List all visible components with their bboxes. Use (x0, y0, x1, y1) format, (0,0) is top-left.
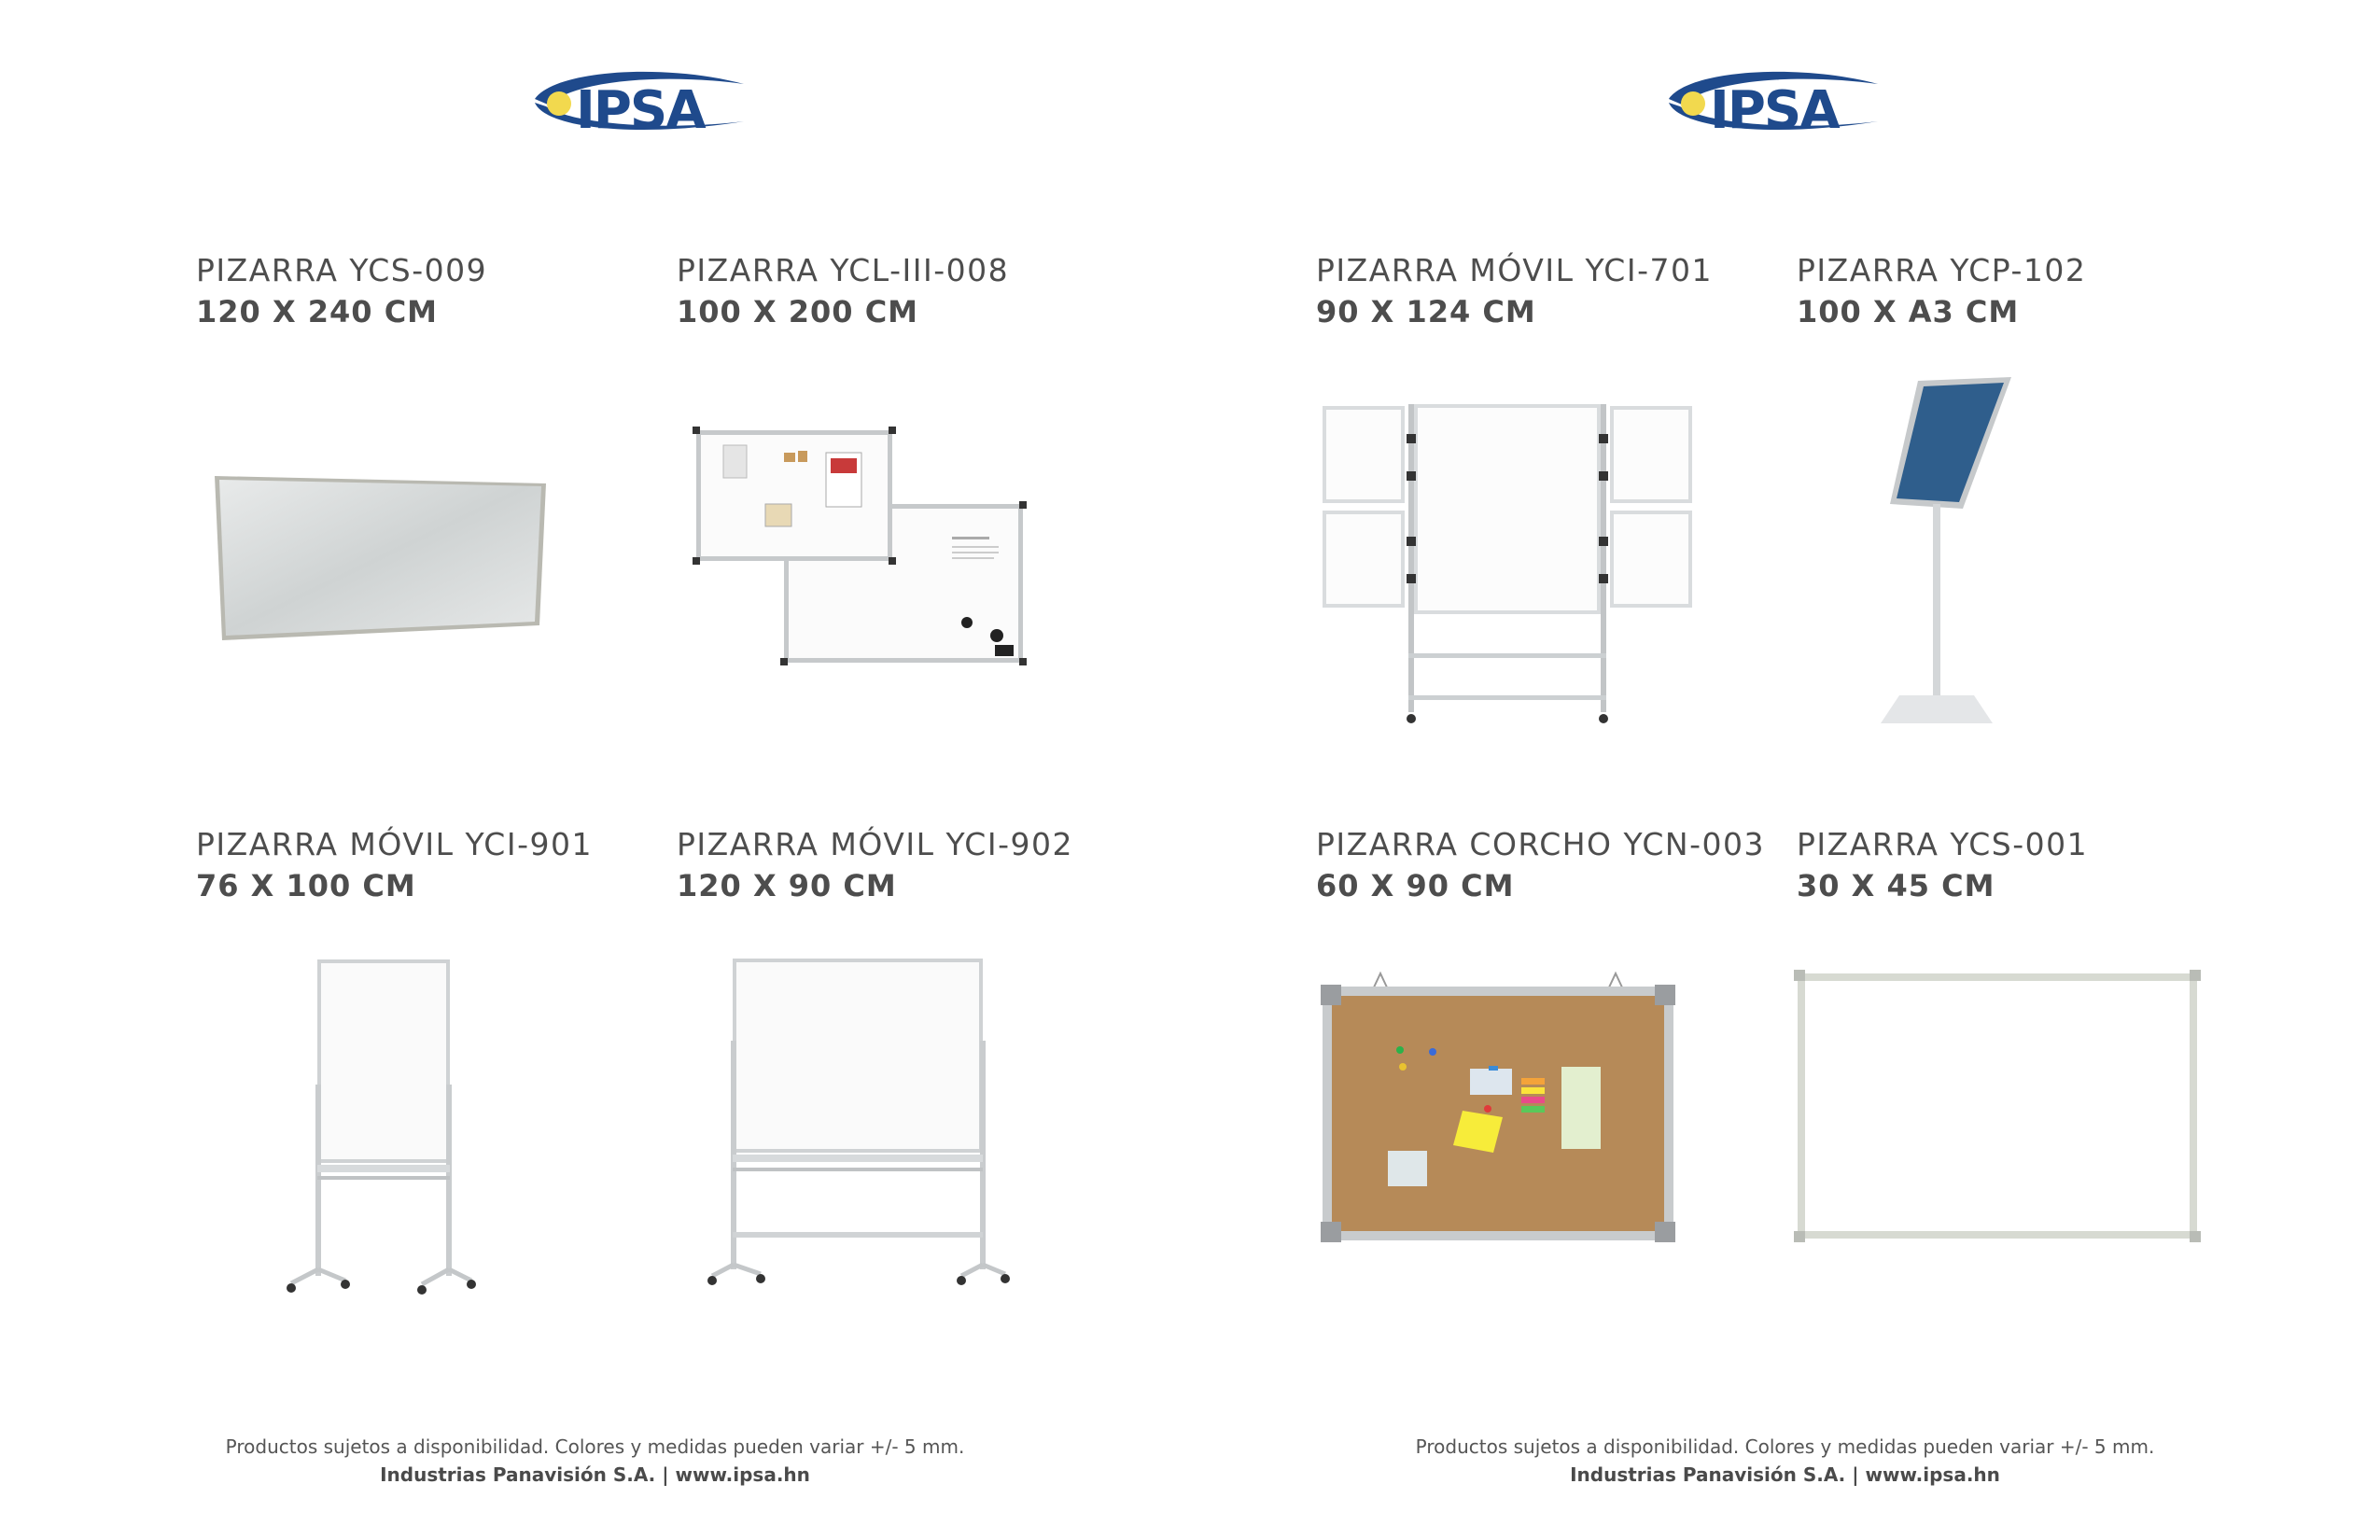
product-yci-901 (196, 824, 663, 906)
footer-company: Industrias Panavisión S.A. | www.ipsa.hn (1570, 1463, 2000, 1486)
mobile-whiteboard-wide-image (705, 947, 1022, 1293)
product-ycs-009 (196, 250, 663, 332)
product-size: 90 X 124 CM (1316, 294, 1536, 329)
product-title: PIZARRA MÓVIL YCI-901 (196, 826, 593, 862)
product-ycs-001 (1797, 824, 2263, 906)
poster-stand-image (1881, 373, 2030, 733)
svg-text:IPSA: IPSA (576, 80, 705, 138)
mobile-whiteboard-narrow-image (280, 952, 485, 1297)
two-whiteboards-image (691, 425, 1036, 677)
product-title: PIZARRA MÓVIL YCI-902 (677, 826, 1073, 862)
footer-company: Industrias Panavisión S.A. | www.ipsa.hn (380, 1463, 810, 1486)
cork-board-image (1321, 966, 1675, 1246)
product-title: PIZARRA CORCHO YCN-003 (1316, 826, 1765, 862)
product-size: 120 X 90 CM (677, 868, 897, 903)
product-size: 100 X 200 CM (677, 294, 919, 329)
ipsa-logo (527, 63, 751, 138)
product-title: PIZARRA YCL-III-008 (677, 252, 1010, 288)
product-yci-701 (1316, 250, 1783, 332)
product-title: PIZARRA YCS-009 (196, 252, 488, 288)
wall-whiteboard-image (205, 467, 560, 653)
product-title: PIZARRA YCP-102 (1797, 252, 2087, 288)
product-size: 120 X 240 CM (196, 294, 439, 329)
product-size: 60 X 90 CM (1316, 868, 1515, 903)
product-title: PIZARRA MÓVIL YCI-701 (1316, 252, 1713, 288)
product-size: 76 X 100 CM (196, 868, 416, 903)
footer (1190, 1433, 2380, 1489)
folding-mobile-whiteboard-image (1321, 397, 1694, 733)
product-size: 100 X A3 CM (1797, 294, 2020, 329)
catalog-page-right (1190, 0, 2380, 1540)
product-yci-902 (677, 824, 1143, 906)
footer-disclaimer: Productos sujetos a disponibilidad. Colores y medidas pueden variar +/- 5 mm. (1415, 1435, 2155, 1458)
svg-text:IPSA: IPSA (1710, 80, 1839, 138)
product-size: 30 X 45 CM (1797, 868, 1995, 903)
product-ycn-003 (1316, 824, 1783, 906)
product-ycl-iii-008 (677, 250, 1143, 332)
ipsa-logo (1661, 63, 1885, 138)
small-whiteboard-image (1792, 966, 2203, 1246)
product-ycp-102 (1797, 250, 2263, 332)
product-title: PIZARRA YCS-001 (1797, 826, 2089, 862)
footer-disclaimer: Productos sujetos a disponibilidad. Colores y medidas pueden variar +/- 5 mm. (225, 1435, 965, 1458)
footer (0, 1433, 1190, 1489)
